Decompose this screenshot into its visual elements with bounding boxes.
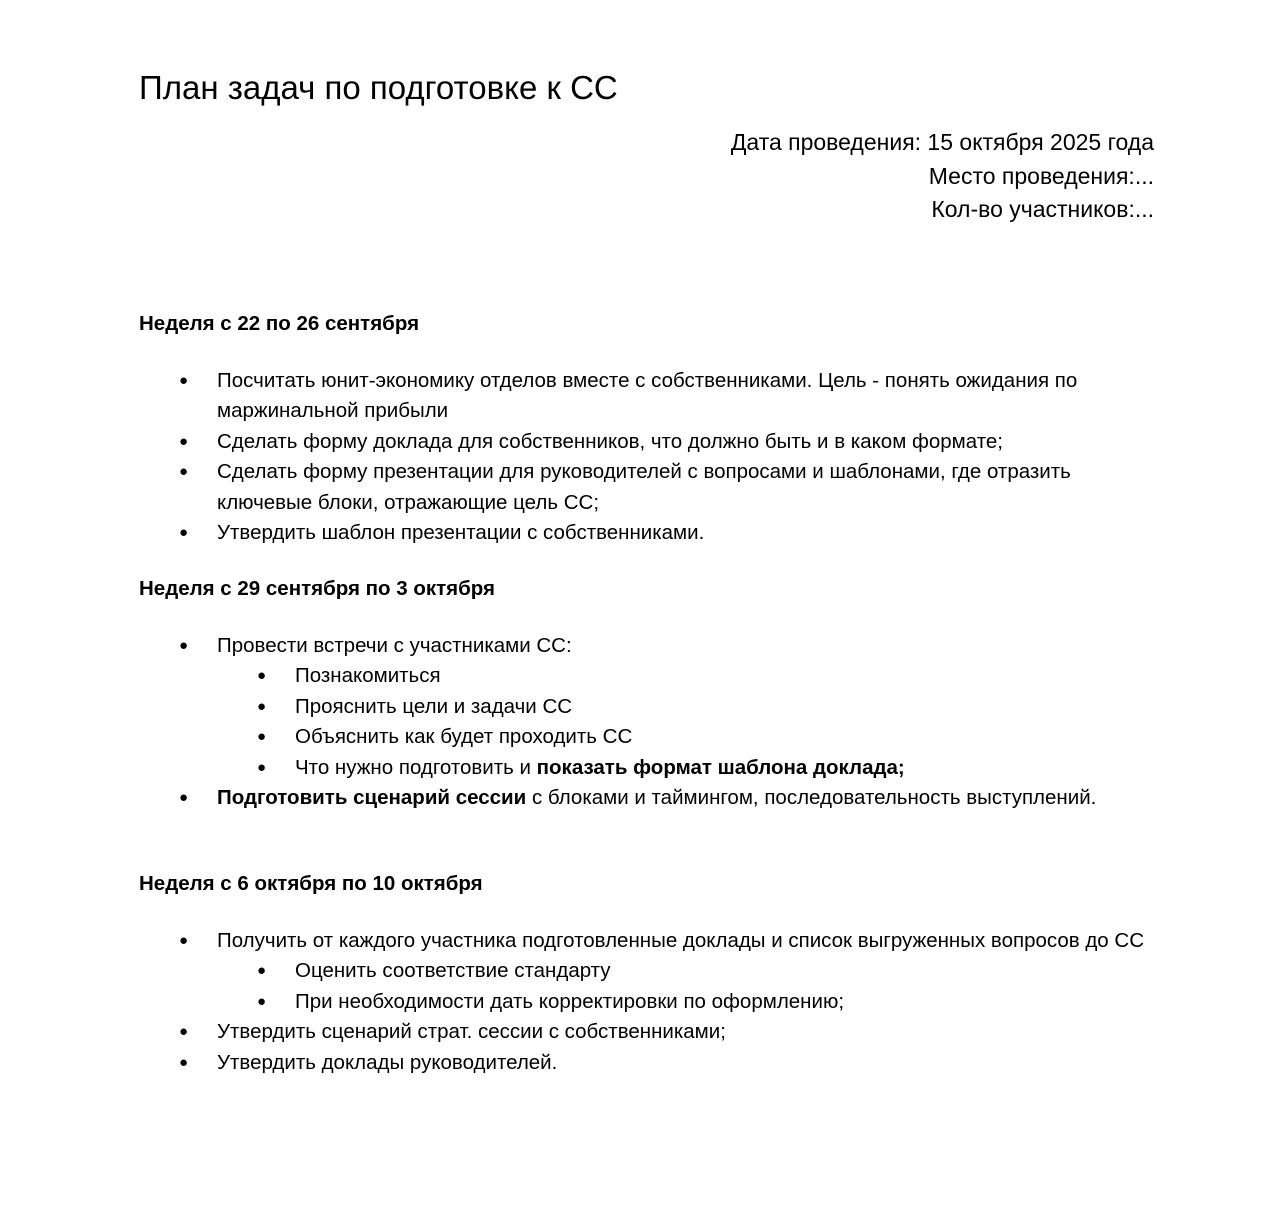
sub-list-item-text: Что нужно подготовить и — [295, 755, 537, 779]
list-item — [139, 926, 1149, 1017]
event-place: Место проведения:... — [928, 162, 1154, 189]
sub-list-item: ● Оценить соответствие стандарту — [217, 956, 1149, 986]
event-participants: Кол-во участников:... — [931, 196, 1154, 222]
list-item: ● Сделать форму презентации для руководителей с вопросами и шаблонами, где отразить ключевые блоки, отражающие цель СС; — [139, 457, 1149, 518]
week-3-task-list — [139, 926, 1149, 1078]
sub-list-item: ● Объяснить как будет проходить СС — [217, 722, 1149, 752]
list-item: ● Утвердить сценарий страт. сессии с собственниками; — [139, 1017, 1149, 1047]
sub-list-item: ● Познакомиться — [217, 661, 1149, 691]
list-item-bold-text: Подготовить сценарий сессии — [217, 786, 527, 810]
week-heading-1: Неделя с 22 по 26 сентября — [139, 312, 420, 335]
sub-list-item-bold-text: показать формат шаблона доклада; — [536, 755, 905, 779]
week-2-task-list — [139, 631, 1149, 813]
week-1-task-list — [139, 366, 1149, 548]
sub-list — [217, 661, 1149, 783]
list-item — [139, 631, 1149, 783]
list-item-text: Получить от каждого участника подготовленные доклады и список выгруженных вопросов до СС — [217, 929, 1145, 952]
list-item — [139, 783, 1149, 813]
page-title: План задач по подготовке к СС — [139, 69, 618, 106]
sub-list-item: ● Прояснить цели и задачи СС — [217, 692, 1149, 722]
list-item: ● Утвердить шаблон презентации с собственниками. — [139, 518, 1149, 548]
list-item-text: с блоками и таймингом, последовательность выступлений. — [526, 786, 1097, 810]
sub-list-item — [217, 753, 1149, 783]
sub-list-item: ● При необходимости дать корректировки по оформлению; — [217, 987, 1149, 1017]
event-date: Дата проведения: 15 октября 2025 года — [730, 129, 1154, 155]
event-info — [731, 126, 1154, 227]
list-item-text: Провести встречи с участниками СС: — [217, 634, 572, 657]
week-heading-2: Неделя с 29 сентября по 3 октября — [139, 577, 496, 600]
list-item: ● Утвердить доклады руководителей. — [139, 1048, 1149, 1078]
week-heading-3: Неделя с 6 октября по 10 октября — [139, 872, 483, 895]
list-item: ● Посчитать юнит-экономику отделов вместе с собственниками. Цель - понять ожидания по маржинальной прибыли — [139, 366, 1149, 427]
sub-list — [217, 956, 1149, 1017]
list-item: ● Сделать форму доклада для собственников, что должно быть и в каком формате; — [139, 427, 1149, 457]
